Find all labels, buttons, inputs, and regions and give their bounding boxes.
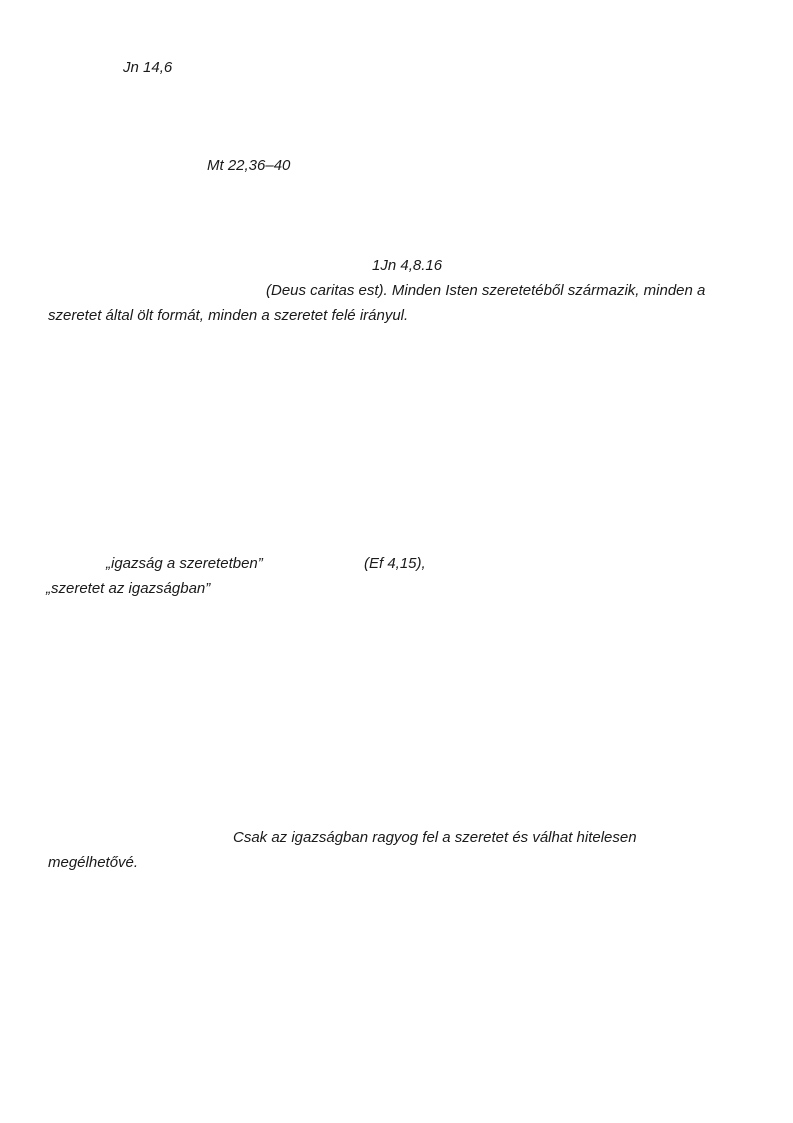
closing-line-2: megélhetővé. bbox=[48, 854, 139, 871]
closing-line-1: Csak az igazságban ragyog fel a szeretet és válhat hitelesen bbox=[233, 829, 637, 846]
quote-love-in-truth: „szeretet az igazságban” bbox=[46, 580, 211, 597]
scripture-reference-1jn: 1Jn 4,8.16 bbox=[372, 257, 443, 274]
scripture-reference-mt: Mt 22,36–40 bbox=[207, 157, 291, 174]
deus-caritas-line-2: szeretet által ölt formát, minden a szeretet felé irányul. bbox=[48, 307, 409, 324]
deus-caritas-line-1: (Deus caritas est). Minden Isten szeretetéből származik, minden a bbox=[266, 282, 706, 299]
quote-truth-in-love: „igazság a szeretetben” bbox=[106, 555, 263, 572]
scripture-reference-ef: (Ef 4,15), bbox=[364, 555, 426, 572]
scripture-reference-jn: Jn 14,6 bbox=[123, 59, 173, 76]
